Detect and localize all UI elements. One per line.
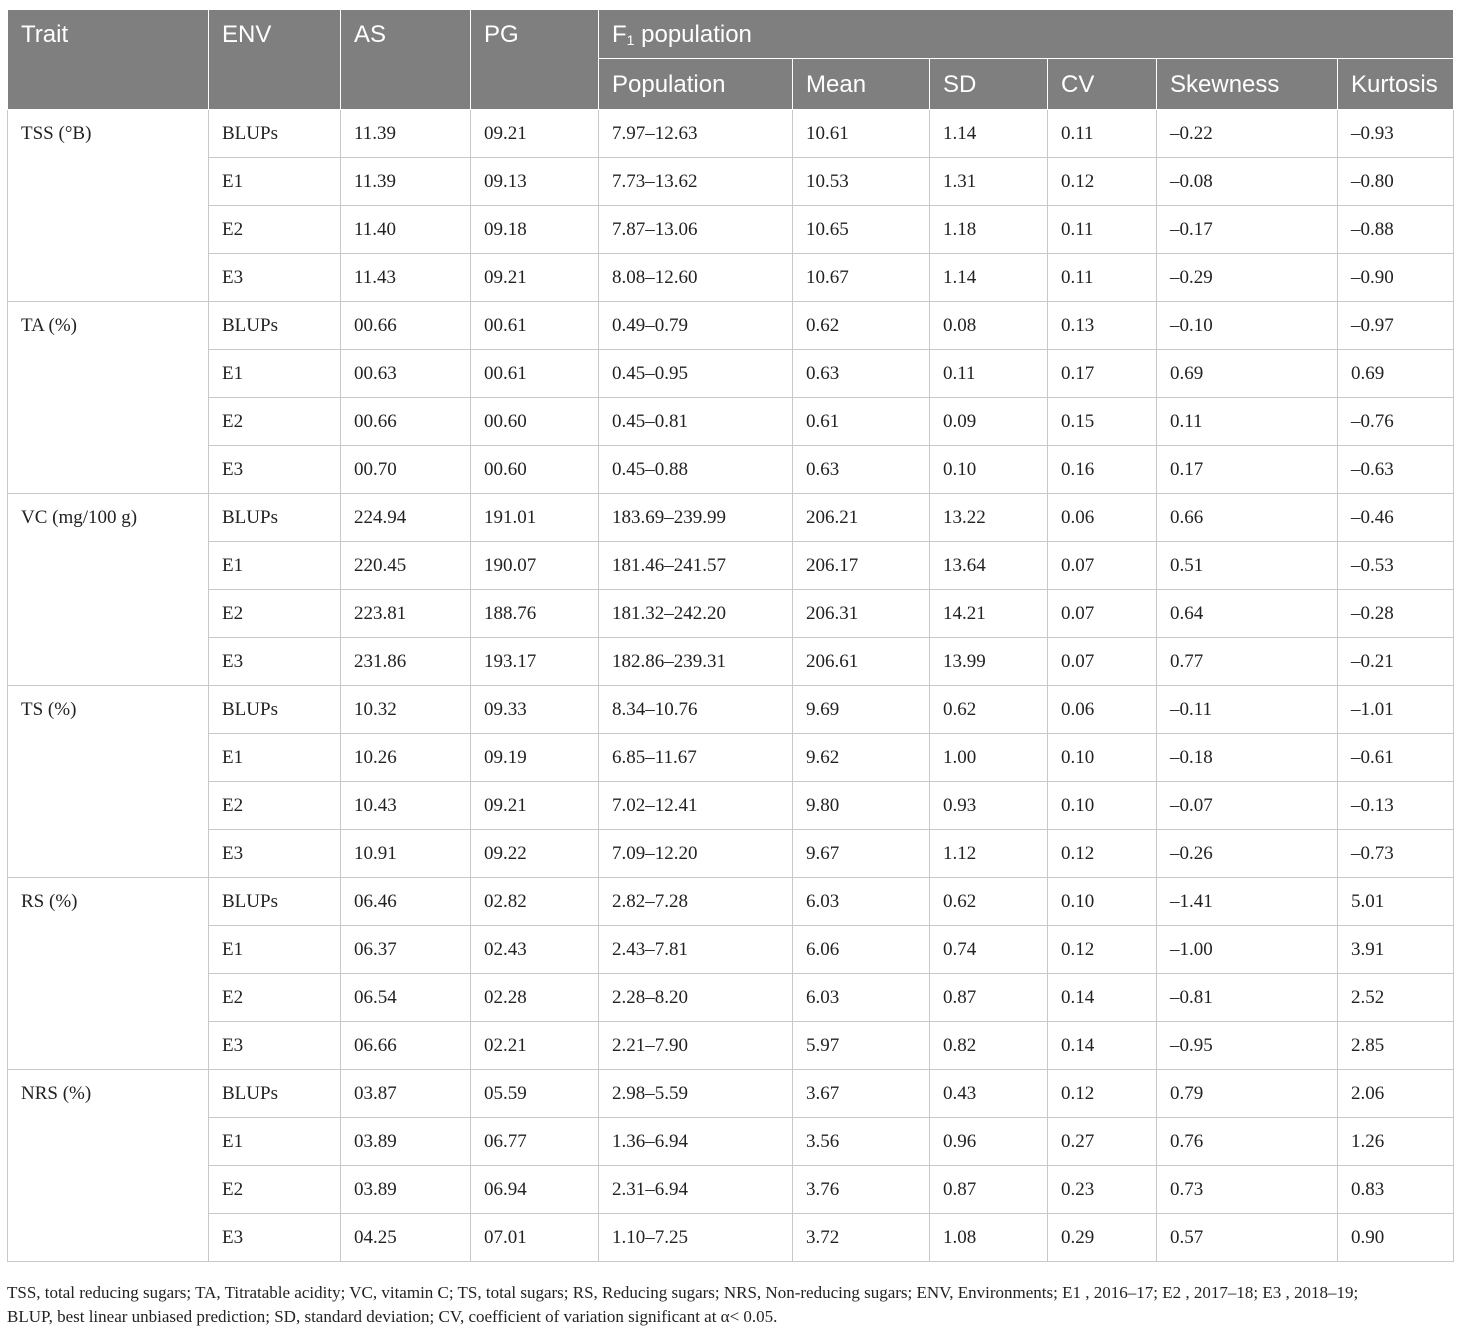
table-row <box>8 254 1454 302</box>
header-population: Population <box>599 59 793 110</box>
cv-cell: 0.10 <box>1048 782 1157 830</box>
env-cell: E3 <box>209 638 341 686</box>
sd-cell: 1.08 <box>930 1214 1048 1262</box>
mean-cell: 3.56 <box>793 1118 930 1166</box>
mean-cell: 0.61 <box>793 398 930 446</box>
sd-cell: 0.62 <box>930 686 1048 734</box>
skewness-cell: –0.22 <box>1157 110 1338 158</box>
skewness-cell: 0.51 <box>1157 542 1338 590</box>
sd-cell: 0.82 <box>930 1022 1048 1070</box>
kurtosis-cell: –0.53 <box>1338 542 1454 590</box>
trait-cell: TA (%) <box>8 302 209 494</box>
pg-cell: 06.77 <box>471 1118 599 1166</box>
env-cell: E1 <box>209 1118 341 1166</box>
cv-cell: 0.12 <box>1048 1070 1157 1118</box>
sd-cell: 1.31 <box>930 158 1048 206</box>
pg-cell: 06.94 <box>471 1166 599 1214</box>
skewness-cell: 0.79 <box>1157 1070 1338 1118</box>
table-row <box>8 302 1454 350</box>
mean-cell: 6.03 <box>793 878 930 926</box>
kurtosis-cell: –0.93 <box>1338 110 1454 158</box>
trait-cell: TS (%) <box>8 686 209 878</box>
kurtosis-cell: 3.91 <box>1338 926 1454 974</box>
mean-cell: 206.17 <box>793 542 930 590</box>
sd-cell: 0.08 <box>930 302 1048 350</box>
cv-cell: 0.12 <box>1048 830 1157 878</box>
pg-cell: 191.01 <box>471 494 599 542</box>
header-sd: SD <box>930 59 1048 110</box>
population-cell: 7.97–12.63 <box>599 110 793 158</box>
pg-cell: 09.13 <box>471 158 599 206</box>
cv-cell: 0.29 <box>1048 1214 1157 1262</box>
header-env: ENV <box>209 10 341 110</box>
env-cell: E2 <box>209 398 341 446</box>
table-row <box>8 830 1454 878</box>
cv-cell: 0.10 <box>1048 878 1157 926</box>
table-row <box>8 782 1454 830</box>
cv-cell: 0.07 <box>1048 590 1157 638</box>
header-mean: Mean <box>793 59 930 110</box>
population-cell: 2.28–8.20 <box>599 974 793 1022</box>
cv-cell: 0.06 <box>1048 686 1157 734</box>
as-cell: 00.66 <box>341 398 471 446</box>
sd-cell: 0.74 <box>930 926 1048 974</box>
pg-cell: 00.61 <box>471 350 599 398</box>
cv-cell: 0.27 <box>1048 1118 1157 1166</box>
env-cell: E2 <box>209 974 341 1022</box>
table-row <box>8 1070 1454 1118</box>
population-cell: 2.98–5.59 <box>599 1070 793 1118</box>
sd-cell: 1.18 <box>930 206 1048 254</box>
cv-cell: 0.15 <box>1048 398 1157 446</box>
cv-cell: 0.13 <box>1048 302 1157 350</box>
as-cell: 10.32 <box>341 686 471 734</box>
pg-cell: 09.33 <box>471 686 599 734</box>
trait-cell: VC (mg/100 g) <box>8 494 209 686</box>
skewness-cell: –1.00 <box>1157 926 1338 974</box>
as-cell: 11.39 <box>341 110 471 158</box>
sd-cell: 13.99 <box>930 638 1048 686</box>
header-as: AS <box>341 10 471 110</box>
as-cell: 11.39 <box>341 158 471 206</box>
as-cell: 00.63 <box>341 350 471 398</box>
population-cell: 181.32–242.20 <box>599 590 793 638</box>
pg-cell: 09.21 <box>471 254 599 302</box>
env-cell: E2 <box>209 782 341 830</box>
population-cell: 2.82–7.28 <box>599 878 793 926</box>
pg-cell: 05.59 <box>471 1070 599 1118</box>
env-cell: E3 <box>209 1214 341 1262</box>
kurtosis-cell: –0.88 <box>1338 206 1454 254</box>
table-row <box>8 590 1454 638</box>
pg-cell: 09.22 <box>471 830 599 878</box>
env-cell: E3 <box>209 1022 341 1070</box>
skewness-cell: 0.57 <box>1157 1214 1338 1262</box>
mean-cell: 0.63 <box>793 350 930 398</box>
skewness-cell: –0.26 <box>1157 830 1338 878</box>
cv-cell: 0.14 <box>1048 974 1157 1022</box>
pg-cell: 07.01 <box>471 1214 599 1262</box>
population-cell: 6.85–11.67 <box>599 734 793 782</box>
kurtosis-cell: –0.13 <box>1338 782 1454 830</box>
kurtosis-cell: –0.97 <box>1338 302 1454 350</box>
table-container <box>7 9 1453 1262</box>
mean-cell: 206.31 <box>793 590 930 638</box>
mean-cell: 9.62 <box>793 734 930 782</box>
mean-cell: 0.63 <box>793 446 930 494</box>
kurtosis-cell: 2.85 <box>1338 1022 1454 1070</box>
header-kurtosis: Kurtosis <box>1338 59 1454 110</box>
data-table <box>7 9 1454 1262</box>
pg-cell: 02.43 <box>471 926 599 974</box>
as-cell: 03.89 <box>341 1166 471 1214</box>
trait-cell: NRS (%) <box>8 1070 209 1262</box>
header-f1-population <box>599 10 1454 59</box>
skewness-cell: 0.69 <box>1157 350 1338 398</box>
header-f1-sub: 1 <box>626 32 635 48</box>
table-row <box>8 878 1454 926</box>
pg-cell: 02.28 <box>471 974 599 1022</box>
sd-cell: 13.64 <box>930 542 1048 590</box>
table-row <box>8 542 1454 590</box>
as-cell: 06.54 <box>341 974 471 1022</box>
table-row <box>8 1118 1454 1166</box>
pg-cell: 00.60 <box>471 446 599 494</box>
sd-cell: 1.00 <box>930 734 1048 782</box>
cv-cell: 0.11 <box>1048 254 1157 302</box>
kurtosis-cell: 1.26 <box>1338 1118 1454 1166</box>
mean-cell: 5.97 <box>793 1022 930 1070</box>
mean-cell: 206.61 <box>793 638 930 686</box>
table-row <box>8 1022 1454 1070</box>
env-cell: E1 <box>209 158 341 206</box>
sd-cell: 0.43 <box>930 1070 1048 1118</box>
kurtosis-cell: 2.06 <box>1338 1070 1454 1118</box>
as-cell: 10.26 <box>341 734 471 782</box>
population-cell: 7.02–12.41 <box>599 782 793 830</box>
env-cell: E2 <box>209 206 341 254</box>
mean-cell: 9.69 <box>793 686 930 734</box>
skewness-cell: –0.18 <box>1157 734 1338 782</box>
sd-cell: 0.87 <box>930 974 1048 1022</box>
mean-cell: 10.65 <box>793 206 930 254</box>
kurtosis-cell: –0.28 <box>1338 590 1454 638</box>
sd-cell: 0.93 <box>930 782 1048 830</box>
skewness-cell: 0.73 <box>1157 1166 1338 1214</box>
as-cell: 06.37 <box>341 926 471 974</box>
table-row <box>8 686 1454 734</box>
header-f1-prefix: F <box>612 21 627 48</box>
sd-cell: 14.21 <box>930 590 1048 638</box>
as-cell: 10.43 <box>341 782 471 830</box>
env-cell: E3 <box>209 830 341 878</box>
kurtosis-cell: 0.90 <box>1338 1214 1454 1262</box>
header-cv: CV <box>1048 59 1157 110</box>
population-cell: 7.87–13.06 <box>599 206 793 254</box>
cv-cell: 0.11 <box>1048 110 1157 158</box>
env-cell: BLUPs <box>209 302 341 350</box>
footnote-line-1: TSS, total reducing sugars; TA, Titratable acidity; VC, vitamin C; TS, total sugars; RS, Reducing sugars; NRS, Non-reducing sugars; ENV, Environments; E1 , 2016–17; E2 , 2017–18; E3 , 2018–19; <box>7 1283 1359 1302</box>
as-cell: 00.70 <box>341 446 471 494</box>
table-body <box>8 110 1454 1262</box>
cv-cell: 0.07 <box>1048 638 1157 686</box>
trait-cell: RS (%) <box>8 878 209 1070</box>
mean-cell: 10.61 <box>793 110 930 158</box>
table-row <box>8 110 1454 158</box>
pg-cell: 00.61 <box>471 302 599 350</box>
env-cell: E3 <box>209 254 341 302</box>
sd-cell: 0.09 <box>930 398 1048 446</box>
table-row <box>8 398 1454 446</box>
population-cell: 7.09–12.20 <box>599 830 793 878</box>
kurtosis-cell: –0.80 <box>1338 158 1454 206</box>
sd-cell: 0.96 <box>930 1118 1048 1166</box>
as-cell: 224.94 <box>341 494 471 542</box>
cv-cell: 0.14 <box>1048 1022 1157 1070</box>
pg-cell: 188.76 <box>471 590 599 638</box>
mean-cell: 6.06 <box>793 926 930 974</box>
trait-cell: TSS (°B) <box>8 110 209 302</box>
cv-cell: 0.06 <box>1048 494 1157 542</box>
table-row <box>8 158 1454 206</box>
as-cell: 03.89 <box>341 1118 471 1166</box>
as-cell: 220.45 <box>341 542 471 590</box>
mean-cell: 10.53 <box>793 158 930 206</box>
mean-cell: 3.72 <box>793 1214 930 1262</box>
kurtosis-cell: –0.46 <box>1338 494 1454 542</box>
table-row <box>8 638 1454 686</box>
pg-cell: 190.07 <box>471 542 599 590</box>
population-cell: 2.31–6.94 <box>599 1166 793 1214</box>
header-skewness: Skewness <box>1157 59 1338 110</box>
population-cell: 182.86–239.31 <box>599 638 793 686</box>
header-f1-suffix: population <box>634 21 752 48</box>
population-cell: 1.36–6.94 <box>599 1118 793 1166</box>
skewness-cell: 0.11 <box>1157 398 1338 446</box>
as-cell: 231.86 <box>341 638 471 686</box>
kurtosis-cell: 0.69 <box>1338 350 1454 398</box>
as-cell: 06.66 <box>341 1022 471 1070</box>
kurtosis-cell: –0.90 <box>1338 254 1454 302</box>
header-pg: PG <box>471 10 599 110</box>
mean-cell: 9.67 <box>793 830 930 878</box>
as-cell: 10.91 <box>341 830 471 878</box>
pg-cell: 09.18 <box>471 206 599 254</box>
population-cell: 181.46–241.57 <box>599 542 793 590</box>
skewness-cell: –0.10 <box>1157 302 1338 350</box>
env-cell: BLUPs <box>209 878 341 926</box>
mean-cell: 3.76 <box>793 1166 930 1214</box>
pg-cell: 09.21 <box>471 782 599 830</box>
sd-cell: 0.87 <box>930 1166 1048 1214</box>
env-cell: E2 <box>209 590 341 638</box>
table-row <box>8 494 1454 542</box>
kurtosis-cell: 2.52 <box>1338 974 1454 1022</box>
sd-cell: 1.12 <box>930 830 1048 878</box>
population-cell: 8.08–12.60 <box>599 254 793 302</box>
sd-cell: 0.10 <box>930 446 1048 494</box>
sd-cell: 13.22 <box>930 494 1048 542</box>
as-cell: 11.40 <box>341 206 471 254</box>
skewness-cell: –0.81 <box>1157 974 1338 1022</box>
as-cell: 04.25 <box>341 1214 471 1262</box>
env-cell: BLUPs <box>209 1070 341 1118</box>
mean-cell: 9.80 <box>793 782 930 830</box>
footnote-line-2: BLUP, best linear unbiased prediction; SD, standard deviation; CV, coefficient of variation significant at α< 0.05. <box>7 1307 778 1326</box>
as-cell: 03.87 <box>341 1070 471 1118</box>
env-cell: E1 <box>209 542 341 590</box>
table-row <box>8 446 1454 494</box>
population-cell: 0.45–0.95 <box>599 350 793 398</box>
sd-cell: 1.14 <box>930 110 1048 158</box>
as-cell: 00.66 <box>341 302 471 350</box>
population-cell: 8.34–10.76 <box>599 686 793 734</box>
sd-cell: 1.14 <box>930 254 1048 302</box>
population-cell: 2.43–7.81 <box>599 926 793 974</box>
kurtosis-cell: –0.21 <box>1338 638 1454 686</box>
skewness-cell: –0.07 <box>1157 782 1338 830</box>
table-row <box>8 926 1454 974</box>
table-row <box>8 974 1454 1022</box>
skewness-cell: 0.17 <box>1157 446 1338 494</box>
mean-cell: 10.67 <box>793 254 930 302</box>
table-row <box>8 1214 1454 1262</box>
mean-cell: 206.21 <box>793 494 930 542</box>
sd-cell: 0.62 <box>930 878 1048 926</box>
cv-cell: 0.17 <box>1048 350 1157 398</box>
env-cell: BLUPs <box>209 686 341 734</box>
table-row <box>8 734 1454 782</box>
env-cell: E1 <box>209 350 341 398</box>
kurtosis-cell: 5.01 <box>1338 878 1454 926</box>
cv-cell: 0.11 <box>1048 206 1157 254</box>
mean-cell: 0.62 <box>793 302 930 350</box>
env-cell: E3 <box>209 446 341 494</box>
skewness-cell: 0.76 <box>1157 1118 1338 1166</box>
kurtosis-cell: –1.01 <box>1338 686 1454 734</box>
as-cell: 06.46 <box>341 878 471 926</box>
population-cell: 0.45–0.81 <box>599 398 793 446</box>
kurtosis-cell: –0.61 <box>1338 734 1454 782</box>
cv-cell: 0.10 <box>1048 734 1157 782</box>
pg-cell: 193.17 <box>471 638 599 686</box>
kurtosis-cell: –0.73 <box>1338 830 1454 878</box>
mean-cell: 6.03 <box>793 974 930 1022</box>
table-row <box>8 350 1454 398</box>
cv-cell: 0.23 <box>1048 1166 1157 1214</box>
population-cell: 1.10–7.25 <box>599 1214 793 1262</box>
mean-cell: 3.67 <box>793 1070 930 1118</box>
env-cell: E1 <box>209 926 341 974</box>
table-footnote <box>7 1281 1453 1329</box>
skewness-cell: –0.11 <box>1157 686 1338 734</box>
env-cell: BLUPs <box>209 494 341 542</box>
skewness-cell: –1.41 <box>1157 878 1338 926</box>
pg-cell: 02.21 <box>471 1022 599 1070</box>
kurtosis-cell: –0.76 <box>1338 398 1454 446</box>
cv-cell: 0.12 <box>1048 926 1157 974</box>
population-cell: 0.45–0.88 <box>599 446 793 494</box>
env-cell: E2 <box>209 1166 341 1214</box>
population-cell: 7.73–13.62 <box>599 158 793 206</box>
skewness-cell: 0.64 <box>1157 590 1338 638</box>
kurtosis-cell: –0.63 <box>1338 446 1454 494</box>
table-row <box>8 206 1454 254</box>
cv-cell: 0.16 <box>1048 446 1157 494</box>
table-row <box>8 1166 1454 1214</box>
skewness-cell: –0.95 <box>1157 1022 1338 1070</box>
population-cell: 0.49–0.79 <box>599 302 793 350</box>
population-cell: 183.69–239.99 <box>599 494 793 542</box>
sd-cell: 0.11 <box>930 350 1048 398</box>
as-cell: 11.43 <box>341 254 471 302</box>
env-cell: E1 <box>209 734 341 782</box>
pg-cell: 09.19 <box>471 734 599 782</box>
cv-cell: 0.07 <box>1048 542 1157 590</box>
env-cell: BLUPs <box>209 110 341 158</box>
kurtosis-cell: 0.83 <box>1338 1166 1454 1214</box>
header-trait: Trait <box>8 10 209 110</box>
skewness-cell: –0.08 <box>1157 158 1338 206</box>
table-header <box>8 10 1454 110</box>
skewness-cell: –0.29 <box>1157 254 1338 302</box>
as-cell: 223.81 <box>341 590 471 638</box>
skewness-cell: –0.17 <box>1157 206 1338 254</box>
population-cell: 2.21–7.90 <box>599 1022 793 1070</box>
pg-cell: 02.82 <box>471 878 599 926</box>
skewness-cell: 0.77 <box>1157 638 1338 686</box>
cv-cell: 0.12 <box>1048 158 1157 206</box>
pg-cell: 00.60 <box>471 398 599 446</box>
pg-cell: 09.21 <box>471 110 599 158</box>
skewness-cell: 0.66 <box>1157 494 1338 542</box>
